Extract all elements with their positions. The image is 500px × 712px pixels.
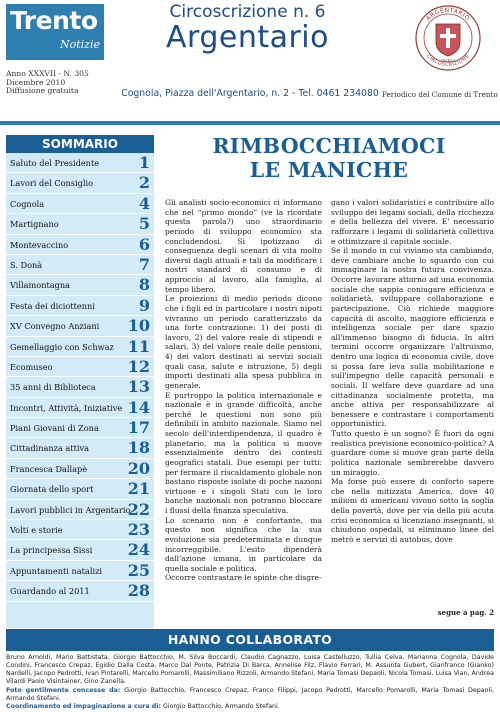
issue-number: Anno XXXVII - N. 305 bbox=[6, 69, 89, 78]
sommario-item-label: Montevaccino bbox=[10, 239, 69, 250]
issue-date: Dicembre 2010 bbox=[6, 77, 66, 87]
sommario-item-label: Villamontagna bbox=[10, 280, 71, 291]
sommario-item bbox=[6, 581, 154, 601]
article-column-2 bbox=[331, 198, 494, 618]
sommario-item-label: Incontri, Attività, Iniziative bbox=[10, 402, 123, 413]
place-title: Argentario bbox=[165, 20, 329, 55]
coordination-credit bbox=[6, 703, 494, 711]
sommario-item-page: 12 bbox=[127, 356, 150, 376]
article-paragraph: Lo scenario non è confortante, ma questo non significa che la sua evoluzione sia predeterminata e dunque incorreggibile. L'esito dipenderà dall'azione umana, in particolare da quella sociale e politica. bbox=[165, 515, 322, 573]
sommario-item bbox=[6, 438, 154, 458]
sommario-item bbox=[6, 561, 154, 581]
sommario-item-label: Volti e storie bbox=[10, 525, 63, 536]
sommario-item-page: 17 bbox=[127, 418, 150, 438]
header-rule bbox=[0, 121, 500, 125]
sommario-item-page: 13 bbox=[127, 377, 150, 397]
address-line: Cognola, Piazza dell'Argentario, n. 2 - Tel. 0461 234080 bbox=[121, 88, 379, 99]
article-paragraph: Se il mondo in cui viviamo sta cambiando, deve cambiare anche lo sguardo con cui immaginare la nostra futura convivenza. Occorre lavorare attorno ad una economia sociale che sappia coniugare efficienza e solidarietà, sviluppare collaborazione e partecipazione. Ciò richiede maggiore capacità di ascolto, maggiore efficienza e intelligenza sociale per dare spazio all'immenso bisogno di fiducia. In altri termini occorre organizzare l'altruismo, dentro una logica di economia civile, dove si possa fare leva sulla mobilitazione e sull'impegno delle capacità personali e sociali. Il welfare deve guardare ad una cittadinanza socialmente protetta, ma anche attiva per responsabilizzare al benessere e contrastare i comportamenti opportunistici. bbox=[331, 246, 494, 429]
article-paragraph: E purtroppo la politica internazionale e nazionale è in grande difficoltà, anche perché le questioni non sono più definibili in ambito nazionale. Siamo nel secolo dell'interdipendenza, il quadro è planetario, ma la politica si muove essenzialmente dentro dei contesti geografici statali. Due esempi per tutti: per fermare il riscaldamento globale non bastano risposte isolate di poche nazioni virtuose e i singoli Stati con le loro banche nazionali non potranno bloccare i flussi della finanza speculativa. bbox=[165, 390, 322, 515]
coordination-label: Coordinamento ed impaginazione a cura di: bbox=[6, 703, 161, 711]
emblem-inner-text: TRENTO bbox=[440, 59, 456, 63]
sommario-item-page: 21 bbox=[127, 479, 150, 499]
sommario-item bbox=[6, 459, 154, 479]
article-title-line2: LE MANICHE bbox=[249, 158, 409, 182]
photos-names: Giorgio Battocchio, Francesco Crepaz, Franco Filippi, Jacopo Pedrotti, Marcello Pomarolli, Maria Tomasi Depaoli, Armando Stefani. bbox=[6, 686, 494, 702]
argentario-emblem-icon bbox=[414, 4, 482, 72]
sommario-item-page: 9 bbox=[138, 295, 150, 315]
sommario-item-page: 8 bbox=[138, 275, 150, 295]
sommario-item bbox=[6, 214, 154, 234]
collaborators-names: Bruno Arnoldi, Mario Battistata, Giorgio Battocchio, M. Silva Boccardi, Claudio Cagnazzo, Luisa Castelluzzo, Tullia Celva, Marianna Cognola, Davide Condini, Francesco Crepaz, Egidio Dalla Costa, Marco Dal Ponte, Patrizia Di Barca, Annelise Filz, Flavio Ferrari, M. Assunta Gubert, Gianfranco (Gianko) Nardelli, Jacopo Pedrotti, Ivan Pintarelli, Marcello Pomarolli, Massimiliano Rizzoli, Armando Stefani, Maria Tomasi Depaoli, Nicola Tomasi, Luisa Vian, Andrea Vilardi Paolo Visintainer, Gino Zanella. bbox=[6, 654, 494, 685]
sommario-item-page: 11 bbox=[127, 336, 150, 356]
photos-label: Foto gentilmente concesse da: bbox=[6, 686, 121, 694]
emblem-bottom-text: CIRCOSCRIZIONE bbox=[425, 53, 471, 69]
sommario-item-page: 20 bbox=[127, 458, 150, 478]
sommario-item-label: Lavori pubblici in Argentario bbox=[10, 504, 131, 515]
sommario-item bbox=[6, 316, 154, 336]
sommario-item bbox=[6, 520, 154, 540]
logo-sub-text: Notizie bbox=[60, 38, 101, 51]
sommario-item-label: Francesca Dallapè bbox=[10, 463, 88, 474]
sommario-item-page: 10 bbox=[127, 316, 150, 336]
sommario-item-page: 24 bbox=[127, 540, 150, 560]
sommario-item-label: Cognola bbox=[10, 198, 45, 209]
sommario-item bbox=[6, 337, 154, 357]
article-paragraph: Tutto questo è un sogno? È fuori da ogni realistica previsione economico-politica? A guardare come si muove gran parte della politica nazionale sembrerebbe davvero un miraggio. bbox=[331, 429, 494, 477]
sommario-item-page: 6 bbox=[138, 234, 150, 254]
article-paragraph: Ma forse può essere di conforto sapere che nella mitizzata America, dove 40 milioni di americani vivono sotto la soglia della povertà, dove per via della più acuta crisi economica si licenziano insegnanti, si chiudono ospedali, si eliminano linee del metrò e servizi di autobus, dove bbox=[331, 477, 494, 544]
sommario-item-page: 22 bbox=[127, 499, 150, 519]
masthead bbox=[0, 0, 500, 122]
sommario-item-label: 35 anni di Biblioteca bbox=[10, 382, 96, 393]
sommario-item-label: Saluto del Presidente bbox=[10, 158, 100, 168]
circoscrizione-title: Circoscrizione n. 6 bbox=[169, 2, 326, 22]
collaborators-text bbox=[6, 651, 494, 711]
sommario-item-label: La principessa Sissi bbox=[10, 545, 93, 556]
emblem-top-text: ARGENTARIO bbox=[424, 6, 472, 23]
sommario-item-label: Ecomuseo bbox=[10, 361, 53, 372]
sommario-item-label: Giornata dello sport bbox=[10, 484, 94, 495]
article-paragraph: Le proiezioni di medio periodo dicono che i figli ed in particolare i nostri nipoti vivranno un periodo caratterizzato da una forte contrazione: 1) dei posti di lavoro, 2) del valore reale di stipendi e salari, 3) del valore reale delle pensioni, 4) dei valori destinati ai servizi sociali quali casa, salute e istruzione, 5) degli importi destinati alla spesa pubblica in generale. bbox=[165, 294, 322, 390]
article-paragraph: gano i valori solidaristici e contribuire allo sviluppo dei legami sociali, della ricchezza e della bellezza del vivere. E' necessario rafforzare i legami di solidarietà collettiva e ottimizzare il capitale sociale. bbox=[331, 198, 494, 246]
coordination-names: Giorgio Battocchio, Armando Stefani. bbox=[162, 703, 280, 711]
sommario-item bbox=[6, 398, 154, 418]
periodico-note: Periodico del Comune di Trento bbox=[382, 90, 498, 99]
sommario-item-label: Lavori del Consiglio bbox=[10, 178, 94, 189]
photos-credit bbox=[6, 687, 494, 703]
article-paragraph: Gli analisti socio-economici ci informano che nel “primo mondo” (ve la ricordate questa parola?) uno straordinario periodo di sviluppo economico sta concludendosi. Si ipotizzano di conseguenza degli scenari di vita molto diversi dagli attuali e tali da modificare i nostri standard di consumo e di approccio al lavoro, alla famiglia, al tempo libero. bbox=[165, 198, 322, 294]
sommario-item-page: 25 bbox=[127, 560, 150, 580]
sommario-list bbox=[6, 153, 154, 602]
sommario-box bbox=[6, 135, 154, 628]
sommario-item-page: 7 bbox=[138, 254, 150, 274]
sommario-item bbox=[6, 153, 154, 173]
sommario-item-label: Festa dei diciottenni bbox=[10, 300, 95, 311]
article-title bbox=[164, 134, 494, 182]
sommario-item-page: 23 bbox=[127, 520, 150, 540]
sommario-item-label: Piani Giovani di Zona bbox=[10, 423, 99, 434]
logo-main-text: Trento bbox=[10, 6, 98, 35]
trento-notizie-logo bbox=[6, 4, 104, 60]
sommario-item-page: 18 bbox=[127, 438, 150, 458]
sommario-item-label: Cittadinanza attiva bbox=[10, 443, 90, 454]
sommario-item bbox=[6, 540, 154, 560]
continue-note: segue a pag. 2 bbox=[437, 608, 494, 617]
collaborators-section bbox=[6, 629, 494, 712]
sommario-item-page: 1 bbox=[138, 153, 150, 172]
sommario-item-label: Guardando al 2011 bbox=[10, 586, 90, 597]
sommario-item bbox=[6, 235, 154, 255]
article-column-1 bbox=[165, 198, 322, 618]
sommario-item bbox=[6, 173, 154, 193]
sommario-item bbox=[6, 255, 154, 275]
sommario-item bbox=[6, 275, 154, 295]
issue-info bbox=[6, 70, 89, 96]
article-title-line1: RIMBOCCHIAMOCI bbox=[212, 134, 446, 158]
sommario-item-page: 4 bbox=[138, 193, 150, 213]
sommario-item-label: S. Donà bbox=[10, 259, 43, 270]
sommario-item bbox=[6, 296, 154, 316]
sommario-item-page: 5 bbox=[138, 214, 150, 234]
sommario-item-page: 28 bbox=[127, 581, 150, 601]
sommario-item bbox=[6, 479, 154, 499]
article-paragraph: Occorre contrastare le spinte che disgre- bbox=[165, 573, 322, 583]
sommario-item-label: XV Convegno Anziani bbox=[10, 321, 100, 332]
sommario-item-page: 2 bbox=[138, 173, 150, 193]
issue-distribution: Diffusione gratuita bbox=[6, 86, 79, 96]
sommario-item-page: 14 bbox=[127, 397, 150, 417]
sommario-item-label: Martignano bbox=[10, 219, 59, 230]
sommario-item bbox=[6, 418, 154, 438]
sommario-item bbox=[6, 500, 154, 520]
sommario-item-label: Appuntamenti natalizi bbox=[10, 565, 103, 576]
sommario-title: SOMMARIO bbox=[6, 135, 154, 153]
sommario-item bbox=[6, 357, 154, 377]
collaborators-title: HANNO COLLABORATO bbox=[6, 629, 494, 651]
sommario-item bbox=[6, 377, 154, 397]
sommario-item bbox=[6, 194, 154, 214]
sommario-item-label: Gemellaggio con Schwaz bbox=[10, 341, 114, 352]
